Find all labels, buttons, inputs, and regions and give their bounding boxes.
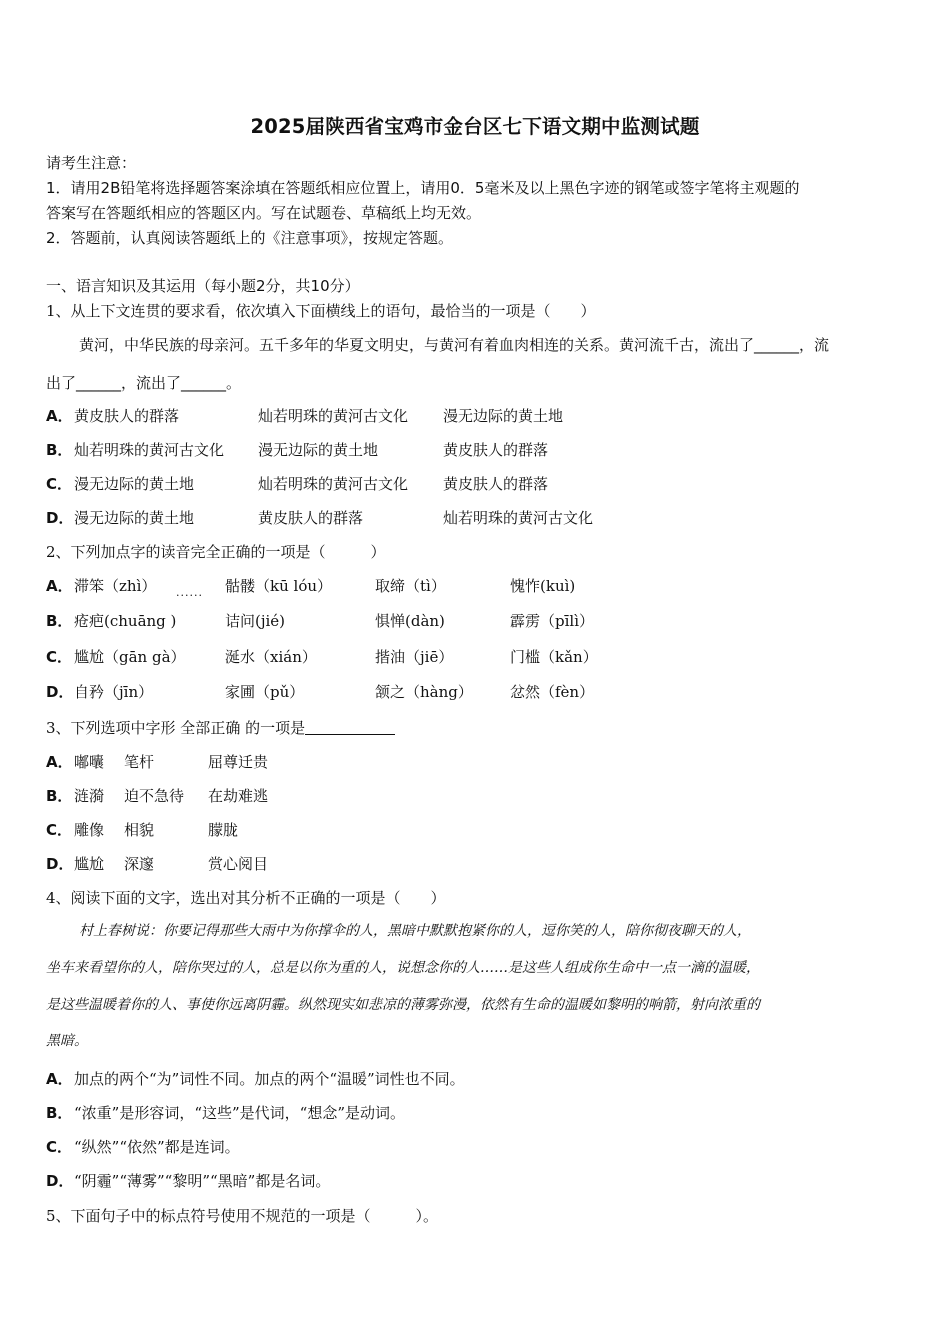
q4-passage-line-2: 坐车来看望你的人，陪你哭过的人，总是以你为重的人，说想念你的人……是这些人组成你生命中一点一滴的温暖， bbox=[46, 960, 760, 976]
option-label: D． bbox=[46, 1172, 74, 1190]
option-choice: 黄皮肤人的群落 bbox=[443, 475, 549, 493]
option-choice: 相貌 bbox=[124, 821, 155, 839]
option-label: A． bbox=[46, 1070, 73, 1088]
option-choice: 涟漪 bbox=[74, 787, 105, 805]
option-choice: 漫无边际的黄土地 bbox=[443, 407, 564, 425]
option-choice: 漫无边际的黄土地 bbox=[74, 475, 195, 493]
notice-item-2: 2．答题前，认真阅读答题纸上的《注意事项》，按规定答题。 bbox=[46, 229, 454, 247]
option-label: B． bbox=[46, 787, 73, 805]
q3-stem bbox=[46, 718, 395, 738]
option-choice: 黄皮肤人的群落 bbox=[443, 441, 549, 459]
option-label: A． bbox=[46, 753, 73, 771]
option-label: C． bbox=[46, 1138, 73, 1156]
notice-item-1-line-1: 1．请用2B铅笔将选择题答案涂填在答题纸相应位置上，请用0．5毫米及以上黑色字迹的钢笔或签字笔将主观题的 bbox=[46, 179, 800, 197]
option-label: C． bbox=[46, 821, 73, 839]
q1-passage-line-1: 黄河，中华民族的母亲河。五千多年的华夏文明史，与黄河有着血肉相连的关系。黄河流千古，流出了______，流 bbox=[79, 336, 830, 354]
option-choice: 取缔（tì） bbox=[375, 577, 446, 595]
option-choice: 灿若明珠的黄河古文化 bbox=[443, 509, 594, 527]
notice-item-1-line-2: 答案写在答题纸相应的答题区内。写在试题卷、草稿纸上均无效。 bbox=[46, 204, 482, 222]
option-choice: 灿若明珠的黄河古文化 bbox=[258, 407, 409, 425]
option-choice: 揩油（jiē） bbox=[375, 648, 454, 666]
option-label: D． bbox=[46, 509, 74, 527]
q4-passage-line-3: 是这些温暖着你的人、事使你远离阴霾。纵然现实如悲凉的薄雾弥漫，依然有生命的温暖如黎明的响箭，射向浓重的 bbox=[46, 997, 760, 1013]
option-text: “浓重”是形容词，“这些”是代词，“想念”是动词。 bbox=[74, 1104, 406, 1122]
option-choice: 诘问(jié) bbox=[225, 612, 286, 630]
section-heading: 一、语言知识及其运用（每小题2分，共10分） bbox=[46, 277, 360, 295]
option-choice: 屈尊迁贵 bbox=[208, 753, 269, 771]
option-choice: 自矜（jīn） bbox=[74, 683, 154, 701]
option-choice: 迫不急待 bbox=[124, 787, 185, 805]
answer-blank bbox=[305, 718, 395, 735]
option-text: “阴霾”“薄雾”“黎明”“黑暗”都是名词。 bbox=[74, 1172, 331, 1190]
option-label: C． bbox=[46, 648, 73, 666]
option-choice: 家圃（pǔ） bbox=[225, 683, 305, 701]
option-choice: 涎水（xián） bbox=[225, 648, 317, 666]
q1-stem: 1、从上下文连贯的要求看，依次填入下面横线上的语句，最恰当的一项是（ ） bbox=[46, 302, 596, 320]
option-choice: 漫无边际的黄土地 bbox=[74, 509, 195, 527]
option-text: “纵然”“依然”都是连词。 bbox=[74, 1138, 240, 1156]
option-choice: 在劫难逃 bbox=[208, 787, 269, 805]
option-choice: 灿若明珠的黄河古文化 bbox=[74, 441, 225, 459]
option-choice: 黄皮肤人的群落 bbox=[258, 509, 364, 527]
option-choice: 漫无边际的黄土地 bbox=[258, 441, 379, 459]
option-choice: 忿然（fèn） bbox=[510, 683, 595, 701]
notice-heading: 请考生注意： bbox=[46, 154, 137, 172]
option-choice: 深邃 bbox=[124, 855, 155, 873]
option-choice: 朦胧 bbox=[208, 821, 239, 839]
option-choice: 赏心阅目 bbox=[208, 855, 269, 873]
option-choice: 灿若明珠的黄河古文化 bbox=[258, 475, 409, 493]
option-choice: 骷髅（kū lóu） bbox=[225, 577, 333, 595]
option-label: C． bbox=[46, 475, 73, 493]
q4-passage-line-1: 村上春树说：你要记得那些大雨中为你撑伞的人，黑暗中默默抱紧你的人，逗你笑的人，陪你彻夜聊天的人， bbox=[79, 923, 751, 939]
option-choice: 门槛（kǎn） bbox=[510, 648, 598, 666]
option-choice: 笔杆 bbox=[124, 753, 155, 771]
option-choice: 黄皮肤人的群落 bbox=[74, 407, 180, 425]
option-choice: 惧惮(dàn) bbox=[375, 612, 445, 630]
option-choice: 霹雳（pīlì） bbox=[510, 612, 594, 630]
option-choice: 颔之（hàng） bbox=[375, 683, 473, 701]
q3-stem-text: 3、下列选项中字形 全部正确 的一项是 bbox=[46, 719, 306, 737]
option-label: B． bbox=[46, 1104, 73, 1122]
q2-stem: 2、下列加点字的读音完全正确的一项是（ ） bbox=[46, 543, 386, 561]
option-label: B． bbox=[46, 441, 73, 459]
option-choice: 愧怍(kuì) bbox=[510, 577, 576, 595]
option-choice: 尴尬 bbox=[74, 855, 105, 873]
option-label: D． bbox=[46, 683, 74, 701]
option-choice: 滞笨（zhì） bbox=[74, 577, 157, 595]
option-label: A． bbox=[46, 577, 73, 595]
page-title: 2025届陕西省宝鸡市金台区七下语文期中监测试题 bbox=[250, 115, 700, 138]
option-text: 加点的两个“为”词性不同。加点的两个“温暖”词性也不同。 bbox=[74, 1070, 465, 1088]
option-choice: 嘟囔 bbox=[74, 753, 105, 771]
option-label: D． bbox=[46, 855, 74, 873]
q5-stem: 5、下面句子中的标点符号使用不规范的一项是（ ）。 bbox=[46, 1207, 439, 1225]
option-label: B． bbox=[46, 612, 73, 630]
q4-passage-line-4: 黑暗。 bbox=[46, 1033, 88, 1049]
option-choice: 雕像 bbox=[74, 821, 105, 839]
emphasis-dots: ...... bbox=[176, 586, 203, 599]
option-label: A． bbox=[46, 407, 73, 425]
q1-passage-line-2: 出了______，流出了______。 bbox=[46, 374, 242, 392]
q4-stem: 4、阅读下面的文字，选出对其分析不正确的一项是（ ） bbox=[46, 889, 446, 907]
option-choice: 疮疤(chuāng ) bbox=[74, 612, 177, 630]
option-choice: 尴尬（gān gà） bbox=[74, 648, 186, 666]
